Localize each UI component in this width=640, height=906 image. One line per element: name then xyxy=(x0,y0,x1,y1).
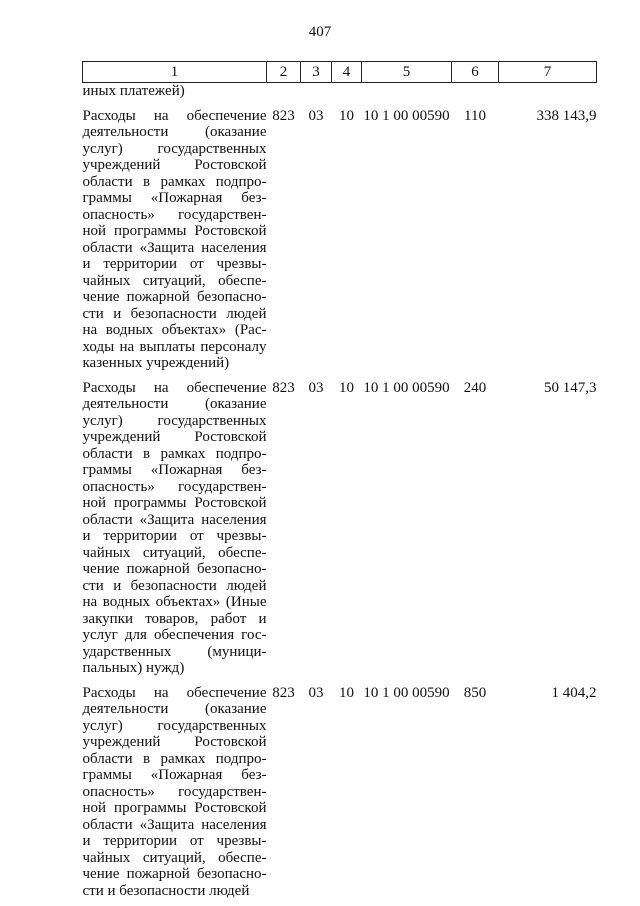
column-header-4: 4 xyxy=(332,62,362,83)
description-line: деятельности (оказание xyxy=(82,396,267,412)
description-line: закупки товаров, работ и xyxy=(82,610,267,627)
description-line: деятельности (оказание xyxy=(82,124,267,140)
column-header-2: 2 xyxy=(267,62,301,83)
column-header-3: 3 xyxy=(301,62,332,83)
description-line: ходы на выплаты персоналу xyxy=(82,338,267,355)
cell-pr: 10 xyxy=(339,107,354,124)
column-header-5: 5 xyxy=(362,62,452,83)
description-line: опасность» государствен- xyxy=(82,783,267,800)
description-line: области в рамках подпро- xyxy=(82,445,267,462)
cell-sum: 338 143,9 xyxy=(536,107,597,124)
description-line: услуг) государственных xyxy=(82,717,267,734)
cell-csr: 10 1 00 00590 xyxy=(363,107,450,124)
description-line: сти и безопасности людей xyxy=(82,577,267,594)
description-line: пальных) нужд) xyxy=(82,660,185,676)
description-line: области «Защита населения xyxy=(82,511,267,528)
description-line: чение пожарной безопасно- xyxy=(82,561,267,577)
cell-gr: 823 xyxy=(272,107,295,124)
column-header-6: 6 xyxy=(452,62,499,83)
cell-vr: 110 xyxy=(464,107,486,124)
budget-table xyxy=(82,61,597,899)
table-header-row xyxy=(83,62,597,83)
continuation-text: иных платежей) xyxy=(82,83,185,99)
description-line: и территории от чрезвы- xyxy=(82,833,267,849)
cell-gr: 823 xyxy=(272,684,295,701)
cell-pr: 10 xyxy=(339,379,354,396)
description-line: Расходы на обеспечение xyxy=(82,107,267,124)
description-line: ной программы Ростовской xyxy=(82,495,267,511)
description-line: чайных ситуаций, обеспе- xyxy=(82,272,267,289)
cell-csr: 10 1 00 00590 xyxy=(363,684,450,701)
cell-vr: 240 xyxy=(463,379,487,396)
description-line: чение пожарной безопасно- xyxy=(82,289,267,305)
cell-rz: 03 xyxy=(308,379,324,396)
cell-sum: 50 147,3 xyxy=(544,379,597,396)
row-description xyxy=(83,677,267,900)
description-line: чайных ситуаций, обеспе- xyxy=(82,849,267,866)
description-line: учреждений Ростовской xyxy=(82,429,267,445)
cell-pr: 10 xyxy=(339,684,354,701)
description-line: области «Защита населения xyxy=(82,816,267,833)
description-line: ной программы Ростовской xyxy=(82,800,267,816)
cell-sum: 1 404,2 xyxy=(551,684,597,701)
description-line: области в рамках подпро- xyxy=(82,750,267,767)
description-line: чайных ситуаций, обеспе- xyxy=(82,544,267,561)
cell-rz: 03 xyxy=(308,684,324,701)
description-line: учреждений Ростовской xyxy=(82,734,267,750)
row-description xyxy=(83,100,267,372)
description-line: граммы «Пожарная без- xyxy=(82,462,267,478)
description-line: граммы «Пожарная без- xyxy=(82,767,267,783)
description-line: услуг для обеспечения гос- xyxy=(82,627,267,643)
column-header-1: 1 xyxy=(83,62,267,83)
description-line: ударственных (муници- xyxy=(82,643,267,660)
description-line: и территории от чрезвы- xyxy=(82,256,267,272)
description-line: Расходы на обеспечение xyxy=(82,684,267,701)
cell-csr: 10 1 00 00590 xyxy=(363,379,450,396)
description-line: опасность» государствен- xyxy=(82,478,267,495)
page-number: 407 xyxy=(308,24,332,40)
description-line: на водных объектах» (Рас- xyxy=(82,322,267,338)
table-row xyxy=(83,100,597,372)
description-line: сти и безопасности людей xyxy=(82,882,250,899)
description-line: услуг) государственных xyxy=(82,140,267,157)
cell-vr: 850 xyxy=(463,684,487,701)
description-line: и территории от чрезвы- xyxy=(82,528,267,544)
continuation-row xyxy=(83,83,597,100)
description-line: казенных учреждений) xyxy=(82,355,230,371)
description-line: на водных объектах» (Иные xyxy=(82,594,267,610)
description-line: граммы «Пожарная без- xyxy=(82,190,267,206)
description-line: опасность» государствен- xyxy=(82,206,267,223)
column-header-7: 7 xyxy=(499,62,597,83)
description-line: сти и безопасности людей xyxy=(82,305,267,322)
description-line: области в рамках подпро- xyxy=(82,173,267,190)
row-description xyxy=(83,372,267,677)
description-line: области «Защита населения xyxy=(82,239,267,256)
cell-rz: 03 xyxy=(308,107,324,124)
description-line: учреждений Ростовской xyxy=(82,157,267,173)
table-row xyxy=(83,677,597,900)
cell-gr: 823 xyxy=(272,379,295,396)
description-line: деятельности (оказание xyxy=(82,701,267,717)
description-line: ной программы Ростовской xyxy=(82,223,267,239)
description-line: Расходы на обеспечение xyxy=(82,379,267,396)
table-row xyxy=(83,372,597,677)
description-line: чение пожарной безопасно- xyxy=(82,866,267,882)
description-line: услуг) государственных xyxy=(82,412,267,429)
